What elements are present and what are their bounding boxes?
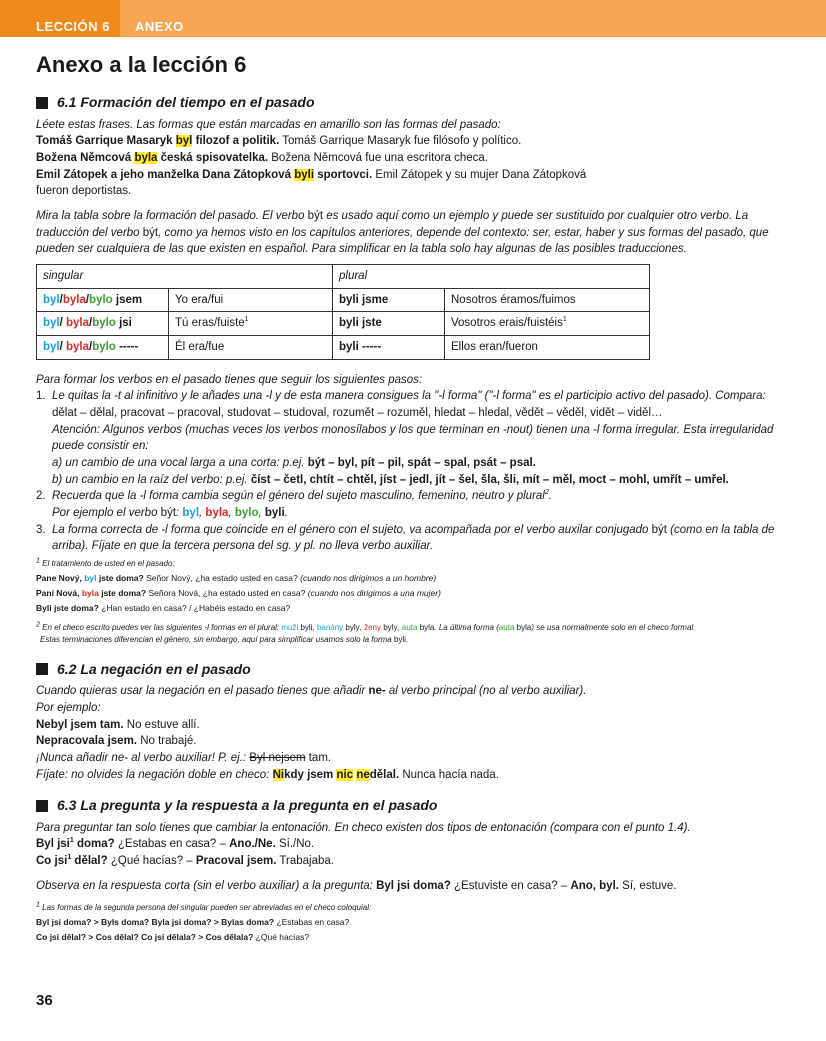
question-example: Byl jsi$^1$ doma? ¿Estabas en casa? – Ano./Ne. Sí./No. [36, 837, 315, 851]
section-title: 6.2 La negación en el pasado [57, 661, 251, 678]
table-header-row [37, 265, 650, 289]
table-header-singular: singular [37, 265, 333, 289]
past-tense-table [36, 264, 650, 360]
section-square-icon [36, 663, 48, 675]
table-cell: Tú eras/fuiste$^1$ [169, 312, 333, 336]
table-cell: byl/ byla/bylo ----- [37, 336, 169, 360]
list-item: 3. La forma correcta de -l forma que coincide en el género con el sujeto, va acompañada por el verbo auxilar conjugado být (como en la tabla de arriba). Fíjate en que la tercera persona del sg. y pl. no lleva verbo auxiliar. [36, 523, 775, 553]
section-6-2-heading [36, 659, 780, 679]
negation-warning: ¡Nunca añadir ne- al verbo auxiliar! P. ej.: Byl nejsem tam. [36, 752, 332, 765]
usted-example: Paní Nová, byla jste doma? Señora Nová, ¿ha estado usted en casa? (cuando nos dirigimos a una mujer) [36, 587, 441, 598]
section-6-1-heading [36, 92, 780, 112]
negation-example: Nebyl jsem tam. No estuve allí. [36, 718, 200, 731]
example-line: Tomáš Garrique Masaryk byl filozof a politik. Tomáš Garrique Masaryk fue filósofo y político. [36, 135, 522, 148]
short-answer-note: Observa en la respuesta corta (sin el verbo auxiliar) a la pregunta: Byl jsi doma? ¿Estuviste en casa? – Ano, byl. Sí, estuve. [36, 879, 677, 892]
table-cell: byl/byla/bylo jsem [37, 288, 169, 312]
usted-example: Byli jste doma? ¿Han estado en casa? / ¿Habéis estado en casa? [36, 602, 291, 613]
negation-intro: Cuando quieras usar la negación en el pasado tienes que añadir ne- al verbo principal (no al verbo auxiliar). [36, 685, 587, 698]
double-negation-note: Fíjate: no olvides la negación doble en checo: Nikdy jsem nic nedělal. Nunca hacía nada. [36, 768, 499, 781]
table-explanation: Mira la tabla sobre la formación del pasado. El verbo být es usado aquí como un ejemplo y puede ser sustituido por cualquier otro verbo. La traducción del verbo být, como ya hemos visto en los capítulos anteriores, depende del contexto: ser, estar, haber y sus formas del pasado, que pueden ser cualquiera de las que existen en español. Para simplificar en la tabla solo hay algunas de las posibles traducciones. [36, 210, 769, 256]
negation-example: Nepracovala jsem. No trabajé. [36, 735, 197, 748]
example-line: Božena Němcová byla česká spisovatelka. Božena Němcová fue una escritora checa. [36, 152, 488, 165]
header-annex-label: ANEXO [135, 19, 184, 34]
question-intro: Para preguntar tan solo tienes que cambiar la entonación. En checo existen dos tipos de entonación (compara con el punto 1.4). [36, 821, 691, 834]
section-6-3-heading [36, 795, 780, 815]
negation-example-label: Por ejemplo: [36, 702, 101, 715]
table-cell: byli jste [333, 312, 445, 336]
section-square-icon [36, 800, 48, 812]
page-title: Anexo a la lección 6 [36, 52, 247, 77]
steps-list [36, 388, 780, 555]
footnote-2: $^2$ En el checo escrito puedes ver las siguientes -l formas en el plural: muži byli, banány byly, ženy byly, auta byla. La última forma (auta byla) se usa normalmente solo en el checo formal. [36, 620, 696, 632]
section-title: 6.3 La pregunta y la respuesta a la pregunta en el pasado [57, 797, 438, 814]
table-cell: Ellos eran/fueron [445, 336, 650, 360]
table-cell: Yo era/fui [169, 288, 333, 312]
page-number: 36 [36, 992, 53, 1009]
steps-intro: Para formar los verbos en el pasado tienes que seguir los siguientes pasos: [36, 373, 423, 386]
table-cell: byl/ byla/bylo jsi [37, 312, 169, 336]
table-row [37, 312, 650, 336]
question-example: Co jsi$^1$ dělal? ¿Qué hacías? – Pracoval jsem. Trabajaba. [36, 854, 334, 868]
usted-example: Pane Nový, byl jste doma? Señor Nový, ¿ha estado usted en casa? (cuando nos dirigimos a un hombre) [36, 572, 437, 583]
table-cell: Vosotros erais/fuistéis$^1$ [445, 312, 650, 336]
header-lesson-label: LECCIÓN 6 [36, 19, 110, 34]
table-cell: Nosotros éramos/fuimos [445, 288, 650, 312]
section-square-icon [36, 97, 48, 109]
colloquial-example: Co jsi dělal? > Cos dělal? Co jsi dělala? > Cos dělala? ¿Qué hacías? [36, 932, 310, 943]
table-cell: byli jsme [333, 288, 445, 312]
table-row [37, 288, 650, 312]
table-header-plural: plural [333, 265, 650, 289]
footnote-2-cont: Estas terminaciones diferencian el género, sin embargo, aquí para simplificar usamos solo la forma byli. [40, 635, 409, 645]
header-bar [0, 0, 826, 37]
example-line: fueron deportistas. [36, 185, 132, 198]
footnote-1: $^1$ El tratamiento de usted en el pasado: [36, 557, 175, 569]
list-item: 1. Le quitas la -t al infinitivo y le añades una -l y de esta manera consigues la "-l forma" ("-l forma" es el participio activo del pasado). Compara: dělat – dělal, pracovat – pracoval, studovat – studoval, rozumět – rozuměl, hledat – hledal, vědět – věděl, vidět – viděl… Atención: Algunos verbos (muchas veces los verbos monosílabos y los que terminan en -nout) tienen una -l forma irregular. Esta irregularidad puede consistir en: a) un cambio de una vocal larga a una corta: p.ej. být – byl, pít – pil, spát – spal, psát – psal. b) un cambio en la raíz del verbo: p.ej. číst – četl, chtít – chtěl, jíst – jedl, jít – šel, šla, šli, mít – měl, moct – mohl, umřít – umřel. [36, 390, 774, 486]
page-content [36, 52, 780, 945]
example-line: Emil Zátopek a jeho manželka Dana Zátopková byli sportovci. Emil Zátopek y su mujer Dana Zátopková [36, 168, 587, 181]
list-item: 2. Recuerda que la -l forma cambia según el género del sujeto masculino, femenino, neutro y plural$^2$. Por ejemplo el verbo být: byl, byla, bylo, byli. [36, 489, 552, 520]
table-row [37, 336, 650, 360]
footnote-colloquial: $^1$ Las formas de la segunda persona del singular pueden ser abreviadas en el checo coloquial: [36, 901, 372, 913]
table-cell: Él era/fue [169, 336, 333, 360]
table-cell: byli ----- [333, 336, 445, 360]
section-title: 6.1 Formación del tiempo en el pasado [57, 94, 315, 111]
colloquial-example: Byl jsi doma? > Byls doma? Byla jsi doma? > Bylas doma? ¿Estabas en casa? [36, 917, 350, 928]
intro-text: Léete estas frases. Las formas que están marcadas en amarillo son las formas del pasado: [36, 118, 501, 131]
